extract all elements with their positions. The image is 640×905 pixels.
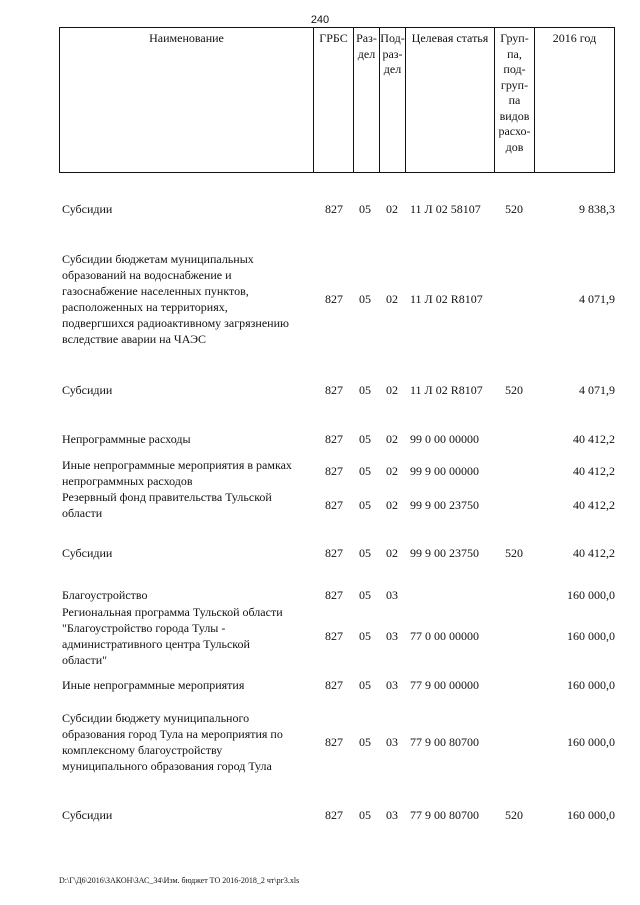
row-value: 160 000,0 [567, 678, 615, 692]
row-podrazdel: 03 [386, 808, 398, 822]
row-grbs: 827 [325, 629, 343, 643]
row-grbs: 827 [325, 202, 343, 216]
row-value: 40 412,2 [573, 432, 615, 446]
row-razdel: 05 [359, 629, 371, 643]
row-podrazdel: 03 [386, 678, 398, 692]
row-grbs: 827 [325, 383, 343, 397]
row-razdel: 05 [359, 588, 371, 602]
row-value: 40 412,2 [573, 498, 615, 512]
row-target-article: 11 Л 02 R8107 [410, 292, 483, 306]
row-grbs: 827 [325, 588, 343, 602]
row-name: Субсидии [62, 546, 113, 560]
row-name: Благоустройство [62, 588, 148, 602]
row-value: 160 000,0 [567, 808, 615, 822]
row-grbs: 827 [325, 735, 343, 749]
row-podrazdel: 02 [386, 292, 398, 306]
row-podrazdel: 03 [386, 735, 398, 749]
row-razdel: 05 [359, 546, 371, 560]
row-group: 520 [505, 383, 523, 397]
row-name: Региональная программа Тульской области "Благоустройство города Тулы - административного центра Тульской области" [62, 605, 283, 667]
row-razdel: 05 [359, 735, 371, 749]
row-name: Иные непрограммные мероприятия [62, 678, 245, 692]
row-razdel: 05 [359, 498, 371, 512]
table-header [59, 27, 615, 173]
row-grbs: 827 [325, 432, 343, 446]
row-podrazdel: 03 [386, 588, 398, 602]
row-group: 520 [505, 202, 523, 216]
header-year: 2016 год [534, 28, 614, 172]
row-grbs: 827 [325, 808, 343, 822]
row-name: Субсидии бюджетам муниципальных образований на водоснабжение и газоснабжение населенных пунктов, расположенных на территориях, подвергшихся радиоактивному загрязнению вследствие аварии на ЧАЭС [62, 252, 289, 346]
row-grbs: 827 [325, 292, 343, 306]
row-value: 4 071,9 [579, 292, 615, 306]
row-value: 160 000,0 [567, 588, 615, 602]
row-name: Иные непрограммные мероприятия в рамках непрограммных расходов [62, 458, 292, 488]
row-grbs: 827 [325, 464, 343, 478]
row-razdel: 05 [359, 464, 371, 478]
row-grbs: 827 [325, 546, 343, 560]
header-razdel: Раз- дел [353, 28, 379, 172]
header-name: Наименование [149, 31, 224, 45]
row-podrazdel: 02 [386, 498, 398, 512]
row-name: Резервный фонд правительства Тульской области [62, 490, 272, 520]
header-group: Груп- па, под- груп- па видов расхо- дов [494, 28, 534, 172]
page-number: 240 [310, 14, 330, 26]
row-podrazdel: 02 [386, 464, 398, 478]
row-value: 160 000,0 [567, 629, 615, 643]
row-target-article: 99 0 00 00000 [410, 432, 479, 446]
row-target-article: 77 0 00 00000 [410, 629, 479, 643]
row-name: Субсидии [62, 808, 113, 822]
row-value: 9 838,3 [579, 202, 615, 216]
row-target-article: 11 Л 02 R8107 [410, 383, 483, 397]
row-razdel: 05 [359, 808, 371, 822]
row-grbs: 827 [325, 678, 343, 692]
row-name: Непрограммные расходы [62, 432, 191, 446]
row-razdel: 05 [359, 292, 371, 306]
row-podrazdel: 02 [386, 202, 398, 216]
row-podrazdel: 03 [386, 629, 398, 643]
row-target-article: 99 9 00 23750 [410, 498, 479, 512]
row-grbs: 827 [325, 498, 343, 512]
row-target-article: 77 9 00 80700 [410, 808, 479, 822]
row-value: 160 000,0 [567, 735, 615, 749]
row-razdel: 05 [359, 202, 371, 216]
row-podrazdel: 02 [386, 432, 398, 446]
row-razdel: 05 [359, 432, 371, 446]
row-value: 4 071,9 [579, 383, 615, 397]
header-target-article: Целевая статья [405, 28, 494, 172]
row-target-article: 11 Л 02 58107 [410, 202, 481, 216]
row-group: 520 [505, 546, 523, 560]
row-value: 40 412,2 [573, 464, 615, 478]
row-name: Субсидии бюджету муниципального образования город Тула на мероприятия по комплексному благоустройству муниципального образования город Тула [62, 711, 283, 773]
row-name: Субсидии [62, 202, 113, 216]
row-target-article: 99 9 00 00000 [410, 464, 479, 478]
row-name: Субсидии [62, 383, 113, 397]
row-target-article: 99 9 00 23750 [410, 546, 479, 560]
row-group: 520 [505, 808, 523, 822]
row-target-article: 77 9 00 00000 [410, 678, 479, 692]
row-value: 40 412,2 [573, 546, 615, 560]
row-razdel: 05 [359, 383, 371, 397]
row-razdel: 05 [359, 678, 371, 692]
row-podrazdel: 02 [386, 383, 398, 397]
row-target-article: 77 9 00 80700 [410, 735, 479, 749]
file-path-footer: D:\Г\Д6\2016\ЗАКОН\ЗАС_34\Изм. бюджет ТО 2016-2018_2 чт\рг3.xls [59, 876, 300, 885]
header-podrazdel: Под- раз- дел [379, 28, 405, 172]
header-grbs: ГРБС [313, 28, 353, 172]
row-podrazdel: 02 [386, 546, 398, 560]
